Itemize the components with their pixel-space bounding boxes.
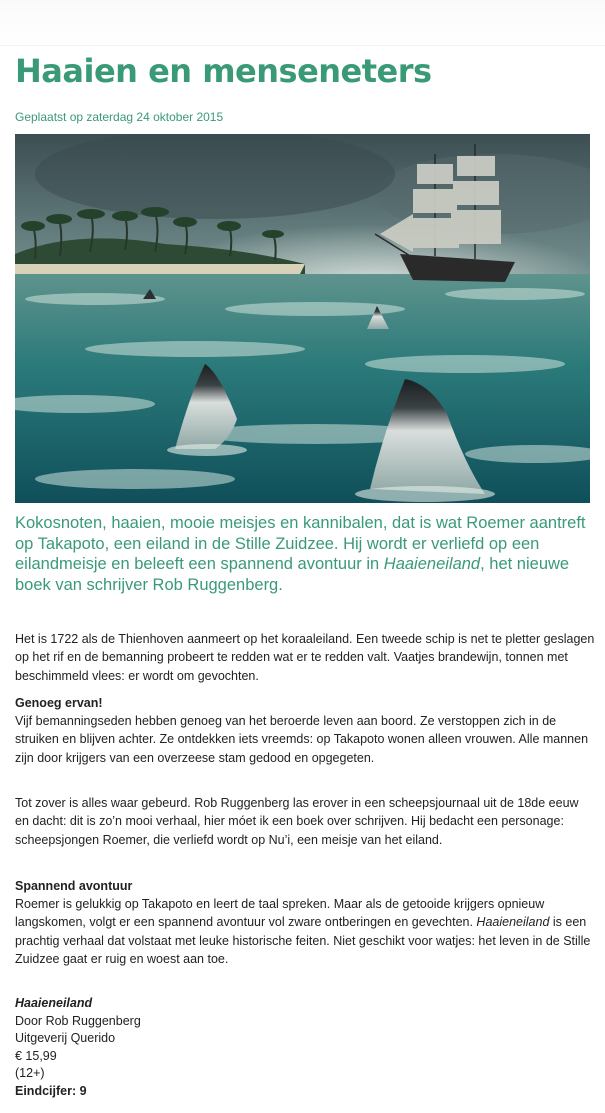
- hero-image: [15, 134, 590, 503]
- book-score: Eindcijfer: 9: [15, 1083, 87, 1098]
- top-bar: [0, 0, 605, 46]
- post-date: Geplaatst op zaterdag 24 oktober 2015: [15, 110, 224, 124]
- body-paragraph-2: Vijf bemanningseden hebben genoeg van het beroerde leven aan boord. Ze verstoppen zich in de struiken en blijven achter. Ze ontdekken iets vreemds: op Takapoto wonen alleen vrouwen. Alle mannen zijn door krijgers van een overzeese stam gedood en opgegeten.: [15, 714, 589, 765]
- body-paragraph-1: Het is 1722 als de Thienhoven aanmeert op het koraaleiland. Een tweede schip is net te pletter geslagen op het rif en de bemanning probeert te redden wat er te redden valt. Vaatjes brandewijn, tonnen met beschimmeld vlees: er wordt om gevochten.: [15, 632, 595, 683]
- body-paragraph-4: Roemer is gelukkig op Takapoto en leert de taal spreken. Maar als de getooide krijgers opnieuw langskomen, volgt er een spannend avontuur vol zware ontberingen en gevechten. Haaieneiland is een prachtig verhaal dat volstaat met leuke historische feiten. Niet geschikt voor watjes: het leven in de Stille Zuidzee gaat er ruig en woest aan toe.: [15, 897, 591, 966]
- book-info: [15, 995, 595, 1101]
- subheading-genoeg: Genoeg ervan!: [15, 696, 103, 710]
- subheading-spannend: Spannend avontuur: [15, 879, 133, 893]
- page-title: Haaien en menseneters: [15, 52, 432, 90]
- body-paragraph-3: Tot zover is alles waar gebeurd. Rob Ruggenberg las erover in een scheepsjournaal uit de 18de eeuw en dacht: dit is zo’n mooi verhaal, hier móet ik een boek over schrijven. Hij bedacht een personage: scheepsjongen Roemer, die verliefd wordt op Nu’i, een meisje van het eiland.: [15, 796, 579, 847]
- intro-book-title: Haaieneiland: [383, 555, 481, 573]
- book-age: (12+): [15, 1066, 45, 1081]
- book-title: Haaieneiland: [15, 996, 93, 1010]
- book-publisher: Uitgeverij Querido: [15, 1031, 116, 1046]
- book-author: Door Rob Ruggenberg: [15, 1013, 141, 1028]
- book-price: € 15,99: [15, 1048, 57, 1063]
- body-book-title: Haaieneiland: [476, 915, 550, 930]
- intro-paragraph: Kokosnoten, haaien, mooie meisjes en kannibalen, dat is wat Roemer aantreft op Takapoto, een eiland in de Stille Zuidzee. Hij wordt er verliefd op een eilandmeisje en beleeft een spannend avontuur in Haaieneiland, het nieuwe boek van schrijver Rob Ruggenberg.: [15, 514, 586, 594]
